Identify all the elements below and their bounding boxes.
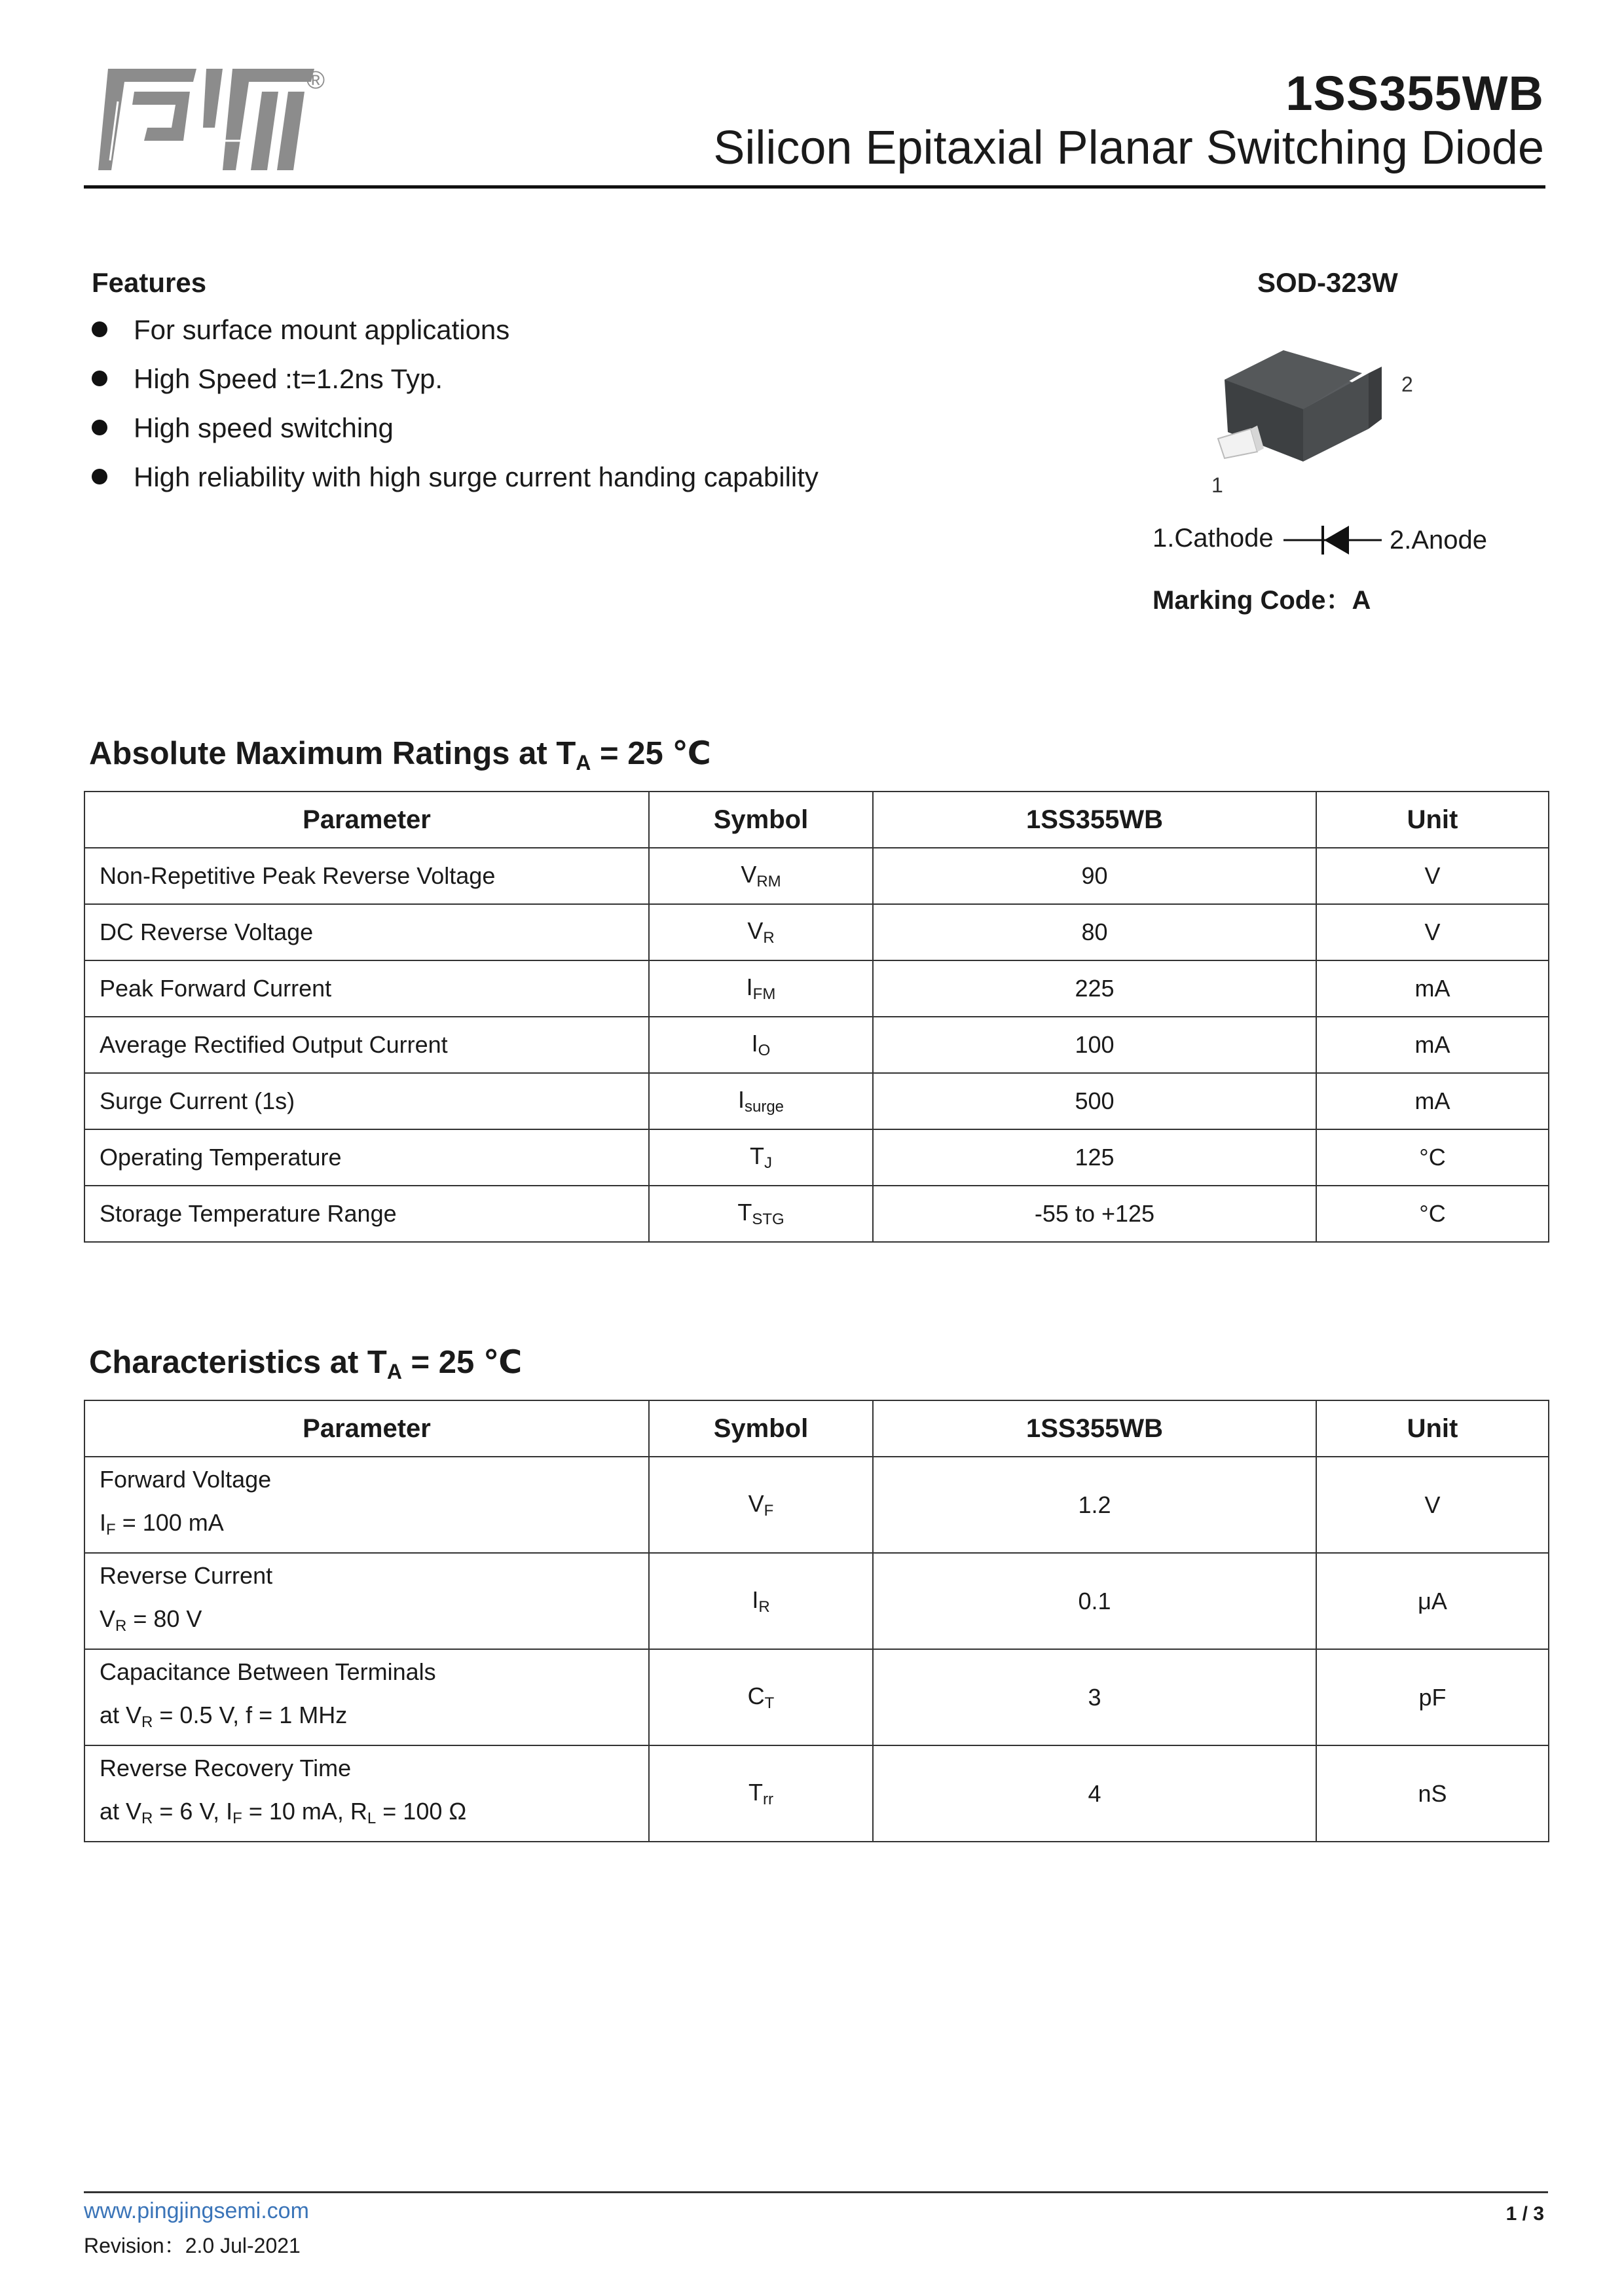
- table-header-row: [84, 792, 1549, 848]
- value-cell: 1.2: [873, 1457, 1316, 1553]
- abs-max-heading: Absolute Maximum Ratings at $T_A = 25$ ℃: [89, 736, 711, 774]
- feature-text: High Speed :t=1.2ns Typ.: [134, 363, 443, 394]
- pin1-label: 1: [1211, 473, 1223, 497]
- symbol-main: I: [737, 1086, 745, 1113]
- part-number: 1SS355WB: [1285, 66, 1544, 120]
- symbol-sub: T: [764, 1694, 775, 1712]
- value-cell: 100: [873, 1017, 1316, 1073]
- symbol-cell: [649, 1129, 873, 1186]
- symbol-main: T: [750, 1142, 764, 1169]
- param-cell: Non-Repetitive Peak Reverse Voltage: [84, 848, 649, 904]
- test-condition: [100, 1694, 648, 1744]
- value-cell: 225: [873, 960, 1316, 1017]
- header-parameter: Parameter: [84, 792, 649, 848]
- header-symbol: Symbol: [649, 792, 873, 848]
- symbol-main: I: [752, 1586, 759, 1613]
- registered-mark: ®: [306, 67, 325, 94]
- anode-label: 2.Anode: [1390, 526, 1488, 555]
- param-name: Capacitance Between Terminals: [100, 1658, 436, 1685]
- condition-text: = 100 Ω: [376, 1798, 467, 1825]
- diode-symbol-icon: [1283, 520, 1382, 560]
- param-cell: [84, 1553, 649, 1649]
- value-cell: 500: [873, 1073, 1316, 1129]
- unit-cell: °C: [1316, 1186, 1549, 1242]
- condition-sub: R: [141, 1713, 153, 1731]
- package-name: SOD-323W: [1257, 267, 1398, 298]
- table-row: [84, 848, 1549, 904]
- symbol-cell: [649, 1186, 873, 1242]
- test-condition: [100, 1790, 648, 1840]
- unit-cell: V: [1316, 904, 1549, 960]
- symbol-sub: O: [758, 1042, 771, 1059]
- symbol-sub: STG: [752, 1211, 784, 1228]
- symbol-main: V: [748, 1489, 764, 1517]
- symbol-cell: [649, 1073, 873, 1129]
- condition-text: = 80 V: [126, 1605, 202, 1632]
- table-row: [84, 1129, 1549, 1186]
- param-cell: Operating Temperature: [84, 1129, 649, 1186]
- symbol-cell: [649, 1649, 873, 1745]
- param-name: Reverse Current: [100, 1562, 273, 1589]
- param-cell: [84, 1457, 649, 1553]
- bullet-icon: [92, 469, 107, 484]
- condition-sub: F: [232, 1810, 242, 1827]
- feature-item: [92, 363, 443, 395]
- test-condition: [100, 1597, 648, 1648]
- symbol-main: V: [747, 917, 764, 944]
- symbol-cell: [649, 960, 873, 1017]
- param-cell: [84, 1649, 649, 1745]
- symbol-cell: [649, 1457, 873, 1553]
- symbol-main: I: [746, 974, 753, 1000]
- param-name: Reverse Recovery Time: [100, 1755, 352, 1781]
- feature-item: [92, 314, 509, 346]
- cathode-label: 1.Cathode: [1153, 524, 1274, 553]
- symbol-main: T: [748, 1778, 763, 1806]
- header-value: 1SS355WB: [873, 792, 1316, 848]
- characteristics-table: [84, 1400, 1549, 1842]
- header-rule: [84, 185, 1545, 189]
- value-cell: 3: [873, 1649, 1316, 1745]
- value-cell: -55 to +125: [873, 1186, 1316, 1242]
- condition-sub: R: [141, 1810, 153, 1827]
- symbol-sub: RM: [756, 873, 781, 890]
- param-cell: Average Rectified Output Current: [84, 1017, 649, 1073]
- param-name: Forward Voltage: [100, 1466, 272, 1493]
- unit-cell: V: [1316, 848, 1549, 904]
- unit-cell: °C: [1316, 1129, 1549, 1186]
- header-parameter: Parameter: [84, 1400, 649, 1457]
- symbol-sub: rr: [763, 1790, 773, 1808]
- unit-cell: mA: [1316, 1017, 1549, 1073]
- symbol-main: V: [741, 861, 757, 888]
- header-unit: Unit: [1316, 1400, 1549, 1457]
- condition-text: = 10 mA, R: [242, 1798, 367, 1825]
- marking-code: [1153, 579, 1371, 617]
- bullet-icon: [92, 321, 107, 337]
- page-number: 1 / 3: [1505, 2203, 1544, 2225]
- value-cell: 80: [873, 904, 1316, 960]
- unit-cell: pF: [1316, 1649, 1549, 1745]
- table-row: [84, 1457, 1549, 1553]
- param-cell: DC Reverse Voltage: [84, 904, 649, 960]
- marking-code-label: Marking Code：: [1153, 586, 1352, 615]
- website-link[interactable]: www.pingjingsemi.com: [84, 2198, 309, 2223]
- condition-sub: R: [115, 1617, 127, 1635]
- company-logo: [98, 62, 341, 177]
- footer-rule: [84, 2191, 1548, 2193]
- characteristics-heading: Characteristics at $T_A = 25$ ℃: [89, 1345, 523, 1383]
- package-illustration: [1205, 321, 1447, 504]
- param-cell: Peak Forward Current: [84, 960, 649, 1017]
- table-row: [84, 904, 1549, 960]
- symbol-sub: R: [758, 1597, 770, 1616]
- pin2-label: 2: [1401, 373, 1413, 396]
- table-row: [84, 1649, 1549, 1745]
- header-symbol: Symbol: [649, 1400, 873, 1457]
- condition-text: = 0.5 V, f = 1 MHz: [153, 1702, 348, 1728]
- table-row: [84, 1073, 1549, 1129]
- table-row: [84, 1186, 1549, 1242]
- table-header-row: [84, 1400, 1549, 1457]
- table-row: [84, 1745, 1549, 1842]
- param-cell: [84, 1745, 649, 1842]
- condition-text: at V: [100, 1702, 142, 1728]
- features-heading: Features: [92, 267, 207, 298]
- symbol-cell: [649, 1017, 873, 1073]
- symbol-cell: [649, 904, 873, 960]
- condition-text: I: [100, 1509, 107, 1536]
- unit-cell: mA: [1316, 1073, 1549, 1129]
- unit-cell: V: [1316, 1457, 1549, 1553]
- symbol-cell: [649, 1553, 873, 1649]
- marking-code-value: A: [1352, 586, 1371, 615]
- symbol-main: I: [751, 1030, 758, 1057]
- feature-item: [92, 462, 819, 493]
- value-cell: 0.1: [873, 1553, 1316, 1649]
- symbol-sub: R: [763, 929, 775, 947]
- condition-sub: L: [367, 1810, 377, 1827]
- document-subtitle: Silicon Epitaxial Planar Switching Diode: [713, 122, 1544, 174]
- test-condition: [100, 1501, 648, 1552]
- table-row: [84, 1017, 1549, 1073]
- table-row: [84, 960, 1549, 1017]
- symbol-main: C: [747, 1682, 765, 1709]
- symbol-sub: F: [764, 1501, 774, 1520]
- header-value: 1SS355WB: [873, 1400, 1316, 1457]
- unit-cell: nS: [1316, 1745, 1549, 1842]
- symbol-cell: [649, 848, 873, 904]
- symbol-cell: [649, 1745, 873, 1842]
- feature-item: [92, 412, 394, 444]
- symbol-main: T: [737, 1199, 752, 1226]
- feature-text: High reliability with high surge current handing capability: [134, 462, 819, 492]
- revision-text: Revision：2.0 Jul-2021: [84, 2234, 301, 2257]
- table-row: [84, 1553, 1549, 1649]
- unit-cell: μA: [1316, 1553, 1549, 1649]
- symbol-sub: surge: [744, 1098, 784, 1116]
- abs-max-table: [84, 791, 1549, 1243]
- param-cell: Surge Current (1s): [84, 1073, 649, 1129]
- header-unit: Unit: [1316, 792, 1549, 848]
- feature-text: For surface mount applications: [134, 314, 510, 345]
- feature-text: High speed switching: [134, 412, 394, 443]
- condition-text: = 100 mA: [115, 1509, 224, 1536]
- bullet-icon: [92, 420, 107, 435]
- value-cell: 90: [873, 848, 1316, 904]
- condition-text: V: [100, 1605, 116, 1632]
- param-cell: Storage Temperature Range: [84, 1186, 649, 1242]
- bullet-icon: [92, 371, 107, 386]
- condition-text: at V: [100, 1798, 142, 1825]
- value-cell: 4: [873, 1745, 1316, 1842]
- symbol-sub: FM: [752, 985, 776, 1003]
- condition-text: = 6 V, I: [153, 1798, 233, 1825]
- value-cell: 125: [873, 1129, 1316, 1186]
- unit-cell: mA: [1316, 960, 1549, 1017]
- condition-sub: F: [106, 1521, 116, 1539]
- symbol-sub: J: [764, 1154, 772, 1172]
